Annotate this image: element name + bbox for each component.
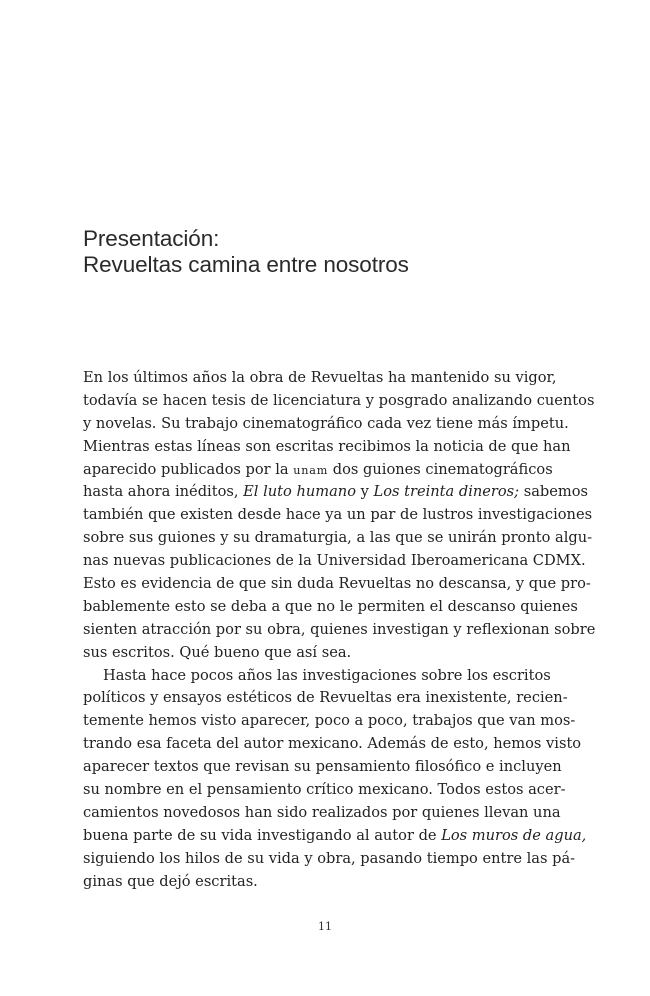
text-line: Hasta hace pocos años las investigaciones sobre los escritos: [103, 666, 551, 684]
body-text: [83, 367, 596, 893]
text-line: sus escritos. Qué bueno que así sea.: [83, 643, 352, 661]
text-line: [83, 825, 587, 848]
book-title-el-luto-humano: El luto humano: [243, 483, 356, 501]
text-line: [83, 459, 553, 482]
text-line: trando esa faceta del autor mexicano. Además de esto, hemos visto: [83, 735, 582, 753]
text-line: Esto es evidencia de que sin duda Revueltas no descansa, y que pro-: [83, 575, 591, 593]
paragraph-1: [83, 367, 596, 665]
book-title-los-muros-de-agua: Los muros de agua,: [441, 826, 587, 844]
text-line: Mientras estas líneas son escritas recibimos la noticia de que han: [83, 437, 571, 455]
text-line: camientos novedosos han sido realizados por quienes llevan una: [83, 803, 561, 821]
text-line: todavía se hacen tesis de licenciatura y posgrado analizando cuentos: [83, 391, 595, 409]
text-line: nas nuevas publicaciones de la Universidad Iberoamericana CDMX.: [83, 552, 586, 570]
text-fragment: sabemos: [519, 483, 589, 501]
text-line: aparecer textos que revisan su pensamiento filosófico e incluyen: [83, 758, 562, 776]
text-line: y novelas. Su trabajo cinematográfico cada vez tiene más ímpetu.: [83, 414, 569, 432]
text-line: bablemente esto se deba a que no le permiten el descanso quienes: [83, 597, 578, 615]
text-line: sobre sus guiones y su dramaturgia, a las que se unirán pronto algu-: [83, 529, 593, 547]
book-title-los-treinta-dineros: Los treinta dineros;: [373, 483, 520, 501]
text-line: [83, 481, 589, 504]
page-number: 11: [318, 920, 332, 933]
text-line: siguiendo los hilos de su vida y obra, pasando tiempo entre las pá-: [83, 849, 576, 867]
text-fragment: buena parte de su vida investigando al autor de: [83, 826, 442, 844]
text-line: también que existen desde hace ya un par de lustros investigaciones: [83, 506, 593, 524]
text-fragment: y: [355, 483, 374, 501]
text-fragment: hasta ahora inéditos,: [83, 483, 244, 501]
chapter-title: [83, 226, 563, 278]
text-line: En los últimos años la obra de Revueltas ha mantenido su vigor,: [83, 369, 557, 386]
text-line: sienten atracción por su obra, quienes investigan y reflexionan sobre: [83, 620, 596, 638]
text-line: temente hemos visto aparecer, poco a poco, trabajos que van mos-: [83, 712, 576, 730]
text-fragment: dos guiones cinematográficos: [328, 460, 553, 478]
acronym-unam: unam: [293, 463, 329, 477]
text-line: ginas que dejó escritas.: [83, 872, 258, 890]
text-line: su nombre en el pensamiento crítico mexicano. Todos estos acer-: [83, 781, 566, 799]
paragraph-2: [83, 665, 587, 894]
text-line: políticos y ensayos estéticos de Revueltas era inexistente, recien-: [83, 689, 568, 707]
chapter-title-line-2: Revueltas camina entre nosotros: [83, 252, 409, 277]
chapter-title-line-1: Presentación:: [83, 226, 220, 251]
text-fragment: aparecido publicados por la: [83, 460, 294, 478]
